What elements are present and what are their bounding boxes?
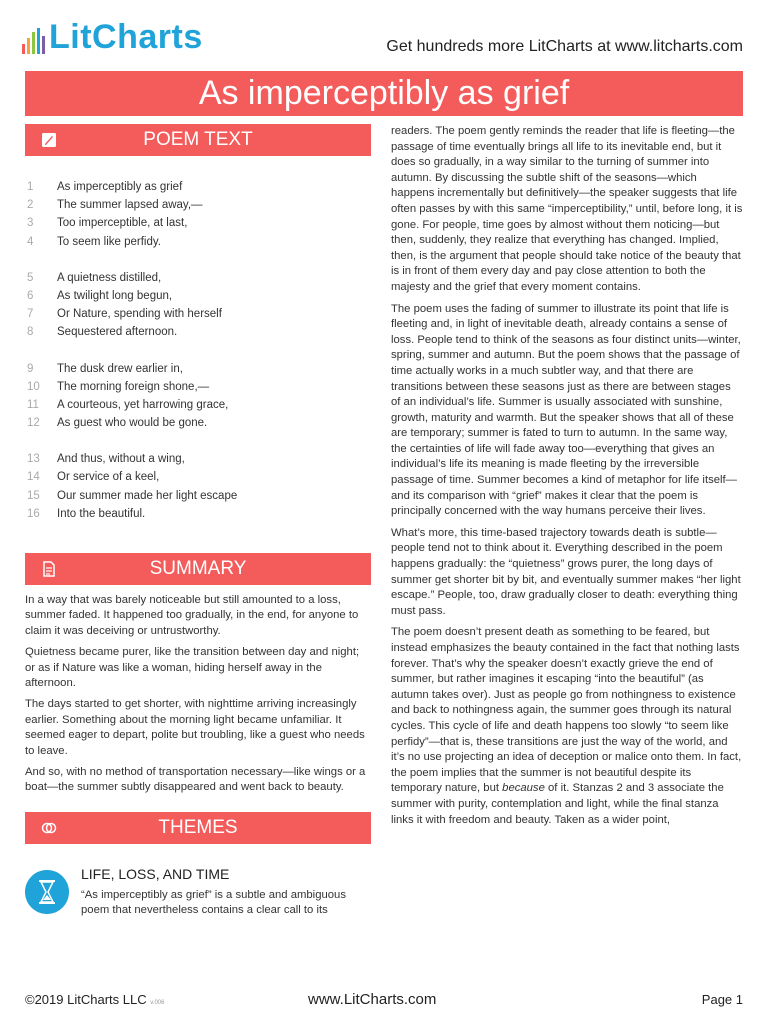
line-text: To seem like perfidy.: [57, 235, 161, 248]
poem-line: [25, 305, 371, 323]
line-text: The summer lapsed away,—: [57, 199, 203, 212]
line-text: Our summer made her light escape: [57, 489, 238, 502]
overlapping-circles-icon: [41, 820, 57, 836]
summary-label: SUMMARY: [149, 558, 247, 579]
poem-text: [25, 178, 371, 523]
poem-line: [25, 414, 371, 432]
copyright-text: ©2019 LitCharts LLC: [25, 992, 147, 1007]
poem-text-label: POEM TEXT: [143, 129, 253, 150]
page-footer: [25, 992, 743, 1012]
analysis-paragraph: [391, 625, 743, 828]
theme-title[interactable]: LIFE, LOSS, AND TIME: [81, 865, 230, 882]
line-number: 2: [27, 199, 34, 212]
emphasis-text: because: [502, 782, 545, 795]
poem-stanza: [25, 269, 371, 342]
line-number: 9: [27, 362, 34, 375]
line-number: 12: [27, 417, 40, 430]
analysis-paragraph: The poem uses the fading of summer to illustrate its point that life is fleeting and, in light of inevitable death, already contains a sense of loss. People tend to think of the seasons as four distinct units—winter, spring, summer and autumn. But the poem shows that the passage of time actually works in a much subtler way, and that there are transitions between these seasons just as there are between stages of an individual’s life. Summer is usually associated with sunshine, growth, maturity and warmth. But the speaker shows that all of these are temporary; summer is fated to turn to autumn. In the same way, the certainties of life will fade away too—everything that gives an individual’s life its meaning is made fleeting by the irreversible passage of time. Summer becomes a kind of metaphor for life itself—and its comparison with “grief” makes it clear that the poem is principally concerned with the way humans perceive their lives.: [391, 302, 741, 518]
line-number: 4: [27, 235, 34, 248]
line-number: 14: [27, 471, 40, 484]
line-number: 13: [27, 453, 40, 466]
line-number: 1: [27, 181, 34, 193]
analysis-paragraph: readers. The poem gently reminds the reader that life is fleeting—the passage of time eventually brings all life to its inevitable end, but it does so gradually, in a way similar to the turning of summer into autumn. By discussing the subtle shift of the seasons—which happens incrementally but definitively—the speaker suggests that life often passes by with this same “imperceptibility,” until, before long, it is gone. For people, time goes by almost without them noticing—but then, suddenly, they realize that everything has changed. Implied, then, is the argument that people should take notice of the beauty that is in front of them every day and pay close attention to both the majesty and the grief that every moment contains.: [391, 125, 743, 293]
poem-stanza: [25, 450, 371, 523]
poem-stanza: [25, 178, 371, 251]
summary-paragraph: In a way that was barely noticeable but still amounted to a loss, summer faded. It happened too gradually, in the end, for anyone to claim it was deceiving or untrustworthy.: [25, 594, 359, 637]
page-title: As imperceptibly as grief: [198, 74, 570, 112]
line-text: Or Nature, spending with herself: [57, 308, 222, 321]
analysis-paragraph: What’s more, this time-based trajectory towards death is subtle—people tend not to think about it. Everything described in the poem happens gradually: the “quietness” grows purer, the long days of summer get shorter bit by bit, and eventually summer makes “her light escape.” People, too, draw gradually closer to death: everything thing must pass.: [391, 526, 741, 617]
line-number: 8: [27, 326, 34, 339]
poem-text-header: [25, 124, 371, 156]
poem-stanza: [25, 360, 371, 433]
poem-line: [25, 450, 371, 468]
theme-text: “As imperceptibly as grief” is a subtle and ambiguous poem that nevertheless contains a clear call to its: [81, 888, 346, 917]
line-number: 6: [27, 289, 34, 302]
footer-site-link[interactable]: www.LitCharts.com: [308, 991, 437, 1008]
left-column: [25, 124, 371, 919]
right-column: [391, 124, 743, 834]
book-quill-icon: [41, 132, 57, 148]
logo-bars-icon: [22, 28, 45, 54]
poem-line: [25, 396, 371, 414]
header-tagline[interactable]: Get hundreds more LitCharts at www.litcharts.com: [386, 38, 743, 55]
document-icon: [41, 561, 57, 577]
line-text: As imperceptibly as grief: [57, 181, 183, 193]
line-text: Sequestered afternoon.: [57, 326, 178, 339]
line-text: Too imperceptible, at last,: [57, 217, 188, 230]
poem-line: [25, 505, 371, 523]
summary-paragraph: Quietness became purer, like the transition between day and night; or as if Nature was like a woman, hiding herself away in the afternoon.: [25, 646, 360, 690]
title-bar: [25, 71, 743, 116]
themes-header: [25, 812, 371, 844]
poem-line: [25, 487, 371, 505]
line-text: Or service of a keel,: [57, 471, 160, 484]
footer-copyright: [25, 992, 164, 1007]
analysis-text: of it. Stanzas 2 and 3 associate the summer with purity, contemplation and light, while the final stanza links it with freedom and beauty. Taken as a wider point,: [391, 782, 724, 826]
version-text: v.006: [150, 1000, 165, 1006]
logo-text: LitCharts: [49, 18, 203, 56]
poem-line: [25, 178, 371, 196]
line-number: 3: [27, 217, 34, 230]
line-text: A quietness distilled,: [57, 271, 162, 284]
theme-item: [25, 858, 371, 919]
line-number: 7: [27, 308, 34, 321]
line-text: As twilight long begun,: [57, 289, 173, 302]
line-number: 11: [27, 398, 39, 411]
page-number: Page 1: [701, 992, 743, 1007]
summary-header: [25, 553, 371, 585]
poem-line: [25, 378, 371, 396]
poem-line: [25, 360, 371, 378]
page-header: [0, 0, 768, 70]
summary-paragraph: And so, with no method of transportation necessary—like wings or a boat—the summer subtly disappeared and went back to beauty.: [25, 766, 366, 794]
hourglass-icon: [25, 870, 69, 914]
litcharts-logo[interactable]: [22, 20, 203, 54]
summary-paragraph: The days started to get shorter, with nighttime arriving increasingly earlier. Something about the morning light became unfamiliar. It seemed eager to depart, polite but troubling, like a guest who needs to leave.: [25, 698, 365, 757]
line-number: 16: [27, 507, 40, 520]
line-text: And thus, without a wing,: [57, 453, 185, 466]
line-text: The dusk drew earlier in,: [57, 362, 183, 375]
poem-line: [25, 468, 371, 486]
line-text: As guest who would be gone.: [57, 417, 208, 430]
poem-line: [25, 233, 371, 251]
line-number: 10: [27, 380, 40, 393]
line-number: 15: [27, 489, 40, 502]
line-text: A courteous, yet harrowing grace,: [57, 398, 229, 411]
poem-line: [25, 214, 371, 232]
analysis-text: The poem doesn’t present death as something to be feared, but instead emphasizes the beauty contained in the fact that nothing lasts forever. That’s why the speaker doesn’t exactly grieve the end of summer, but rather imagines it escaping “into the beautiful” (as autumn takes over). Just as people go from nothingness to existence and back to nothingness again, the summer goes through its natural cycles. This cycle of life and death happens too slowly “to seem like perfidy”—that is, these transitions are just the way of the world, and it’s no use projecting an idea of deception or malice onto them. In fact, the poem implies that the summer is not beautiful despite its temporary nature, but: [391, 626, 742, 795]
line-text: Into the beautiful.: [57, 507, 146, 520]
poem-line: [25, 287, 371, 305]
poem-line: [25, 196, 371, 214]
line-number: 5: [27, 271, 34, 284]
summary-text: [25, 593, 371, 796]
line-text: The morning foreign shone,—: [57, 380, 210, 393]
themes-label: THEMES: [158, 816, 238, 838]
poem-line: [25, 323, 371, 341]
poem-line: [25, 269, 371, 287]
